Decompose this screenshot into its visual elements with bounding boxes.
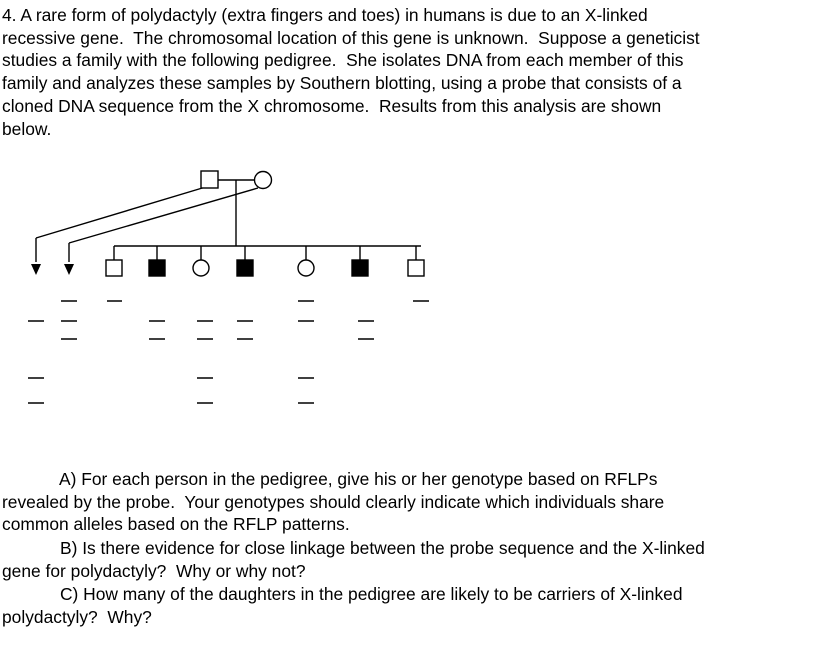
intro-line: 4. A rare form of polydactyly (extra fingers and toes) in humans is due to an X-linked xyxy=(2,5,648,25)
arrowhead xyxy=(31,264,41,275)
arrowheads xyxy=(31,264,74,275)
daughter-symbol xyxy=(298,260,314,276)
mother-lane-arrow xyxy=(69,188,258,243)
part-c-line: C) How many of the daughters in the pedigree are likely to be carriers of X-linked xyxy=(2,584,683,604)
part-b-line: B) Is there evidence for close linkage between the probe sequence and the X-linked xyxy=(2,538,705,558)
intro-line: studies a family with the following pedigree. She isolates DNA from each member of this xyxy=(2,50,684,71)
part-b-line: gene for polydactyly? Why or why not? xyxy=(2,560,306,581)
intro-line: below. xyxy=(2,118,52,139)
daughter-symbol xyxy=(193,260,209,276)
father-symbol xyxy=(201,171,218,188)
son-affected-symbol xyxy=(352,260,368,276)
mother-symbol xyxy=(255,172,272,189)
southern-blot-bands xyxy=(28,301,429,403)
pedigree-southern-blot-figure xyxy=(0,155,817,455)
son-affected-symbol xyxy=(237,260,253,276)
question-part-a xyxy=(2,468,664,536)
intro-line: cloned DNA sequence from the X chromosome. Results from this analysis are shown xyxy=(2,95,662,116)
question-intro xyxy=(2,4,700,140)
question-part-c xyxy=(2,583,683,628)
intro-line: family and analyzes these samples by Southern blotting, using a probe that consists of a xyxy=(2,73,682,94)
part-a-line: A) For each person in the pedigree, give his or her genotype based on RFLPs xyxy=(2,469,658,489)
question-part-b xyxy=(2,537,705,582)
son-unaffected-symbol xyxy=(408,260,424,276)
son-affected-symbol xyxy=(149,260,165,276)
father-lane-arrow xyxy=(36,186,209,238)
son-unaffected-symbol xyxy=(106,260,122,276)
pedigree-lines xyxy=(36,180,421,262)
part-c-line: polydactyly? Why? xyxy=(2,606,152,627)
intro-line: recessive gene. The chromosomal location of this gene is unknown. Suppose a geneticist xyxy=(2,27,700,48)
arrowhead xyxy=(64,264,74,275)
part-a-line: revealed by the probe. Your genotypes should clearly indicate which individuals share xyxy=(2,491,665,512)
part-a-line: common alleles based on the RFLP patterns. xyxy=(2,514,350,535)
